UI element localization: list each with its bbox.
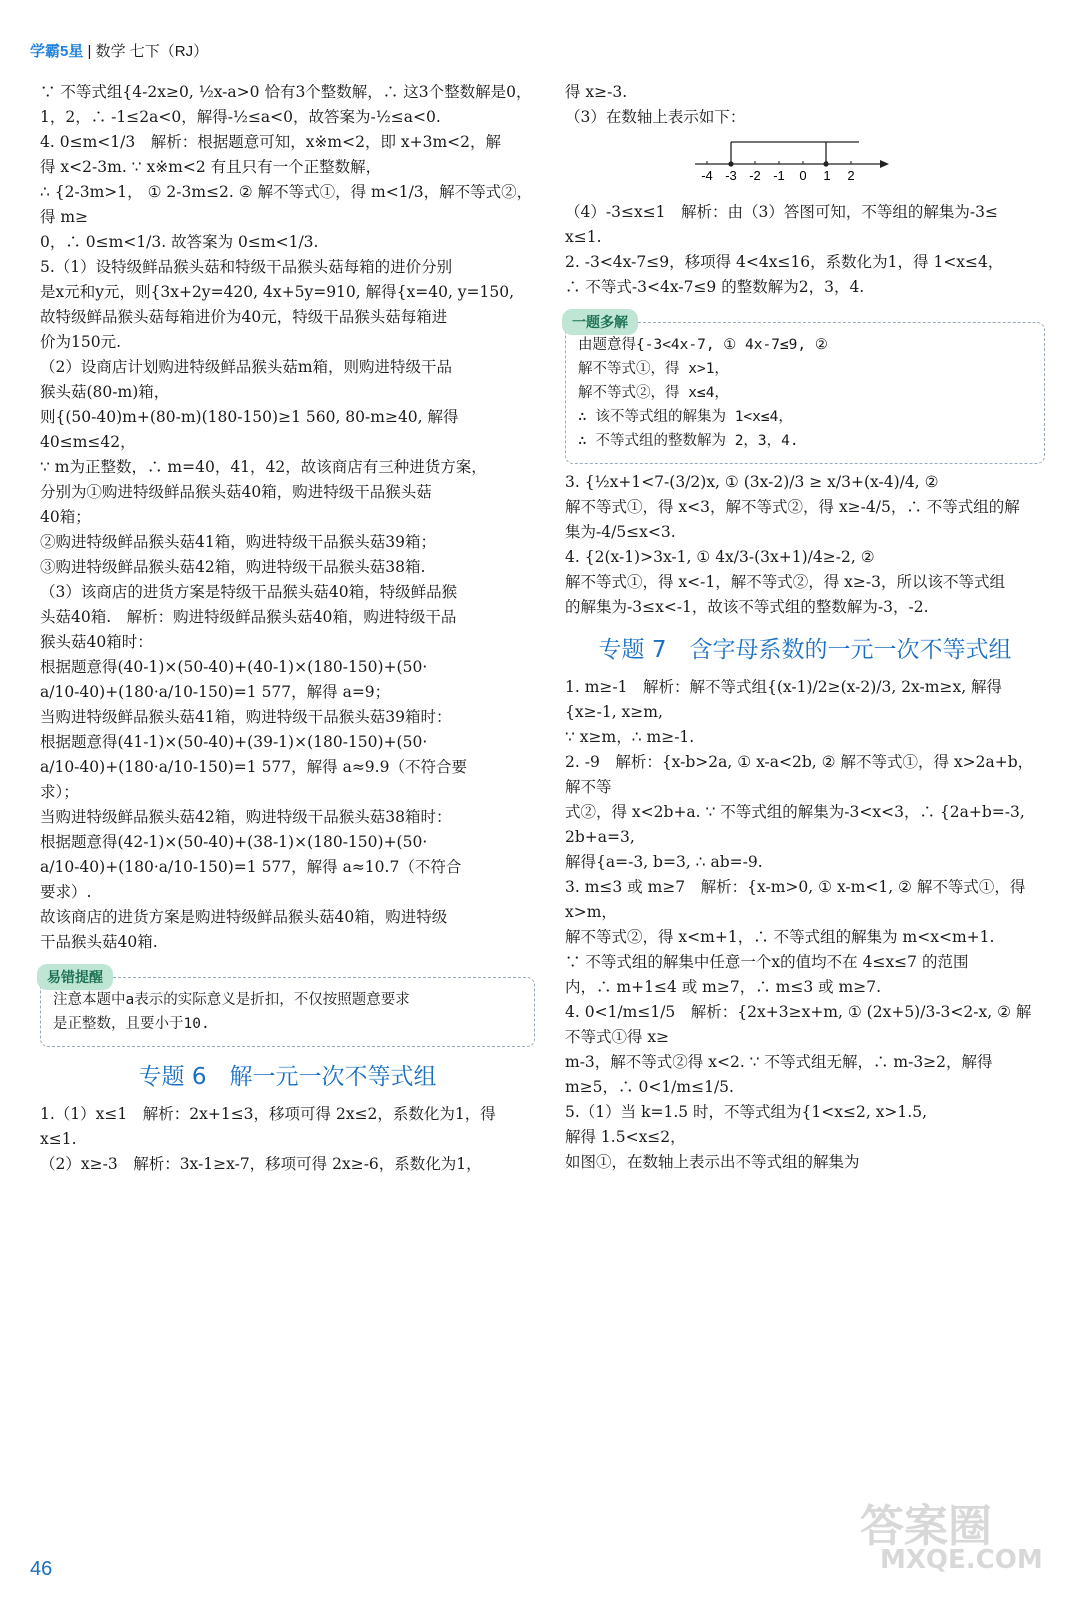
text-line: 解得 1.5<x≤2， [565, 1128, 686, 1146]
text-line: 2. -9 解析：{x-b>2a, ① x-a<2b, ② 解不等式①，得 x>2a+b，解不等 [565, 753, 1034, 796]
multi-solution-tag: 一题多解 [562, 309, 638, 335]
box-line: 由题意得{-3<4x-7, ① 4x-7≤9, ② [578, 337, 828, 353]
text-line: 如图①，在数轴上表示出不等式组的解集为 [565, 1153, 860, 1171]
number-line-label: 2 [847, 168, 855, 183]
text-line: 分别为①购进特级鲜品猴头菇40箱，购进特级干品猴头菇 [40, 483, 432, 501]
error-tip-box [40, 969, 535, 1047]
text-line: 当购进特级鲜品猴头菇41箱，购进特级干品猴头菇39箱时： [40, 708, 452, 726]
text-line: 解不等式①，得 x<3，解不等式②，得 x≥-4/5，∴ 不等式组的解 [565, 498, 1020, 516]
number-line-label: -2 [749, 168, 761, 183]
number-line-label: -1 [773, 168, 785, 183]
number-line-label: -3 [725, 168, 737, 183]
text-line: 5.（1）当 k=1.5 时，不等式组为{1<x≤2, x>1.5, [565, 1103, 927, 1121]
text-line: 40箱； [40, 508, 91, 526]
watermark-logo: 答案圈 [860, 1501, 992, 1552]
box-line: 解不等式①，得 x>1， [578, 361, 729, 377]
text-line: m-3，解不等式②得 x<2. ∵ 不等式组无解，∴ m-3≥2，解得 [565, 1053, 993, 1071]
text-line: a/10-40)+(180·a/10-150)=1 577，解得 a=9； [40, 683, 391, 701]
text-line: 头菇40箱. 解析：购进特级鲜品猴头菇40箱，购进特级干品 [40, 608, 457, 626]
text-line: ∵ m为正整数，∴ m=40，41，42，故该商店有三种进货方案， [40, 458, 487, 476]
text-line: 0，∴ 0≤m<1/3. 故答案为 0≤m<1/3. [40, 233, 319, 251]
number-line-label: -4 [701, 168, 713, 183]
tip-line: 是正整数，且要小于10. [53, 1016, 210, 1032]
multi-solution-box [565, 314, 1045, 464]
left-text [40, 80, 535, 955]
text-line: 式②，得 x<2b+a. ∵ 不等式组的解集为-3<x<3，∴ {2a+b=-3, 2b+a=3, [565, 803, 1025, 846]
text-line: 2. -3<4x-7≤9，移项得 4<4x≤16，系数化为1，得 1<x≤4， [565, 253, 1004, 271]
text-line: m≥5，∴ 0<1/m≤1/5. [565, 1078, 734, 1096]
text-line: x≤1. [565, 228, 602, 246]
text-line: 1，2，∴ -1≤2a<0，解得-½≤a<0，故答案为-½≤a<0. [40, 108, 441, 126]
text-line: ∴ 不等式-3<4x-7≤9 的整数解为2，3，4. [565, 278, 865, 296]
tip-line: 注意本题中a表示的实际意义是折扣，不仅按照题意要求 [53, 992, 410, 1008]
text-line: 根据题意得(41-1)×(50-40)+(39-1)×(180-150)+(50· [40, 733, 428, 751]
text-line: ②购进特级鲜品猴头菇41箱，购进特级干品猴头菇39箱； [40, 533, 436, 551]
text-line: 要求）. [40, 883, 92, 901]
number-line-label: 0 [799, 168, 807, 183]
text-line: 猴头菇(80-m)箱， [40, 383, 170, 401]
text-line: （3）在数轴上表示如下： [565, 108, 746, 126]
text-line: 3. m≤3 或 m≥7 解析：{x-m>0, ① x-m<1, ② 解不等式①，得 x>m， [565, 878, 1026, 921]
text-line: 5.（1）设特级鲜品猴头菇和特级干品猴头菇每箱的进价分别 [40, 258, 453, 276]
text-line: （4）-3≤x≤1 解析：由（3）答图可知，不等组的解集为-3≤ [565, 203, 998, 221]
text-line: 1.（1）x≤1 解析：2x+1≤3，移项可得 2x≤2，系数化为1，得 [40, 1105, 496, 1123]
subject-label: | 数学 七下（RJ） [87, 43, 209, 60]
text-line: 4. 0<1/m≤1/5 解析：{2x+3≥x+m, ① (2x+5)/3-3<2-x, ② 解不等式①得 x≥ [565, 1003, 1032, 1046]
text-line: 得 x<2-3m. ∵ x※m<2 有且只有一个正整数解， [40, 158, 382, 176]
box-line: ∴ 该不等式组的解集为 1<x≤4， [578, 409, 793, 425]
section-6-title: 专题 6 解一元一次不等式组 [138, 1064, 437, 1090]
text-line: a/10-40)+(180·a/10-150)=1 577，解得 a≈9.9（不符合要 [40, 758, 467, 776]
text-line: 3. {½x+1<7-(3/2)x, ① (3x-2)/3 ≥ x/3+(x-4)/4, ② [565, 473, 939, 491]
text-line: 则{(50-40)m+(80-m)(180-150)≥1 560, 80-m≥40, 解得 40≤m≤42， [40, 408, 459, 451]
text-line: ∴ {2-3m>1， ① 2-3m≤2. ② 解不等式①，得 m<1/3，解不等式②，得 m≥ [40, 183, 533, 226]
text-line: 求）； [40, 783, 79, 801]
brand-logo: 学霸5星 [30, 43, 84, 60]
text-line: ∵ 不等式组{4-2x≥0, ½x-a>0 恰有3个整数解，∴ 这3个整数解是0， [40, 83, 532, 101]
text-line: 猴头菇40箱时： [40, 633, 153, 651]
text-line: 得 x≥-3. [565, 83, 628, 101]
error-tip-tag: 易错提醒 [37, 964, 113, 990]
text-line: 解不等式①，得 x<-1，解不等式②，得 x≥-3，所以该不等式组 [565, 573, 1006, 591]
text-line: （2）设商店计划购进特级鲜品猴头菇m箱，则购进特级干品 [40, 358, 453, 376]
page-number: 46 [30, 1558, 53, 1580]
text-line: ③购进特级鲜品猴头菇42箱，购进特级干品猴头菇38箱. [40, 558, 426, 576]
text-line: ∵ x≥m，∴ m≥-1. [565, 728, 695, 746]
text-line: 根据题意得(42-1)×(50-40)+(38-1)×(180-150)+(50· [40, 833, 428, 851]
text-line: 解得{a=-3, b=3, ∴ ab=-9. [565, 853, 763, 871]
text-line: （2）x≥-3 解析：3x-1≥x-7，移项可得 2x≥-6，系数化为1， [40, 1155, 482, 1173]
text-line: 的解集为-3≤x<-1，故该不等式组的整数解为-3，-2. [565, 598, 929, 616]
text-line: 故特级鲜品猴头菇每箱进价为40元，特级干品猴头菇每箱进 [40, 308, 448, 326]
text-line: 故该商店的进货方案是购进特级鲜品猴头菇40箱，购进特级 [40, 908, 448, 926]
watermark-url: MXQE.COM [880, 1545, 1043, 1575]
text-line: 集为-4/5≤x<3. [565, 523, 676, 541]
text-line: 当购进特级鲜品猴头菇42箱，购进特级干品猴头菇38箱时： [40, 808, 452, 826]
left-column [40, 80, 535, 1177]
text-line: 4. {2(x-1)>3x-1, ① 4x/3-(3x+1)/4≥-2, ② [565, 548, 875, 566]
text-line: 1. m≥-1 解析：解不等式组{(x-1)/2≥(x-2)/3, 2x-m≥x, 解得{x≥-1, x≥m, [565, 678, 1003, 721]
text-line: 解不等式②，得 x<m+1，∴ 不等式组的解集为 m<x<m+1. [565, 928, 995, 946]
number-line-label: 1 [823, 168, 831, 183]
section-7-title: 专题 7 含字母系数的一元一次不等式组 [598, 637, 1012, 663]
box-line: ∴ 不等式组的整数解为 2，3，4. [578, 433, 799, 449]
text-line: 价为150元. [40, 333, 122, 351]
text-line: 根据题意得(40-1)×(50-40)+(40-1)×(180-150)+(50· [40, 658, 428, 676]
box-line: 解不等式②，得 x≤4， [578, 385, 729, 401]
number-line [695, 134, 895, 186]
text-line: （3）该商店的进货方案是特级干品猴头菇40箱，特级鲜品猴 [40, 583, 458, 601]
text-line: a/10-40)+(180·a/10-150)=1 577，解得 a≈10.7（不符合 [40, 858, 462, 876]
text-line: 内，∴ m+1≤4 或 m≥7，∴ m≤3 或 m≥7. [565, 978, 882, 996]
page-header [30, 40, 208, 61]
text-line: ∵ 不等式组的解集中任意一个x的值均不在 4≤x≤7 的范围 [565, 953, 969, 971]
text-line: x≤1. [40, 1130, 77, 1148]
text-line: 干品猴头菇40箱. [40, 933, 158, 951]
text-line: 是x元和y元，则{3x+2y=420, 4x+5y=910, 解得{x=40, y=150, [40, 283, 515, 301]
text-line: 4. 0≤m<1/3 解析：根据题意可知，x※m<2，即 x+3m<2，解 [40, 133, 502, 151]
right-column [565, 80, 1045, 1175]
